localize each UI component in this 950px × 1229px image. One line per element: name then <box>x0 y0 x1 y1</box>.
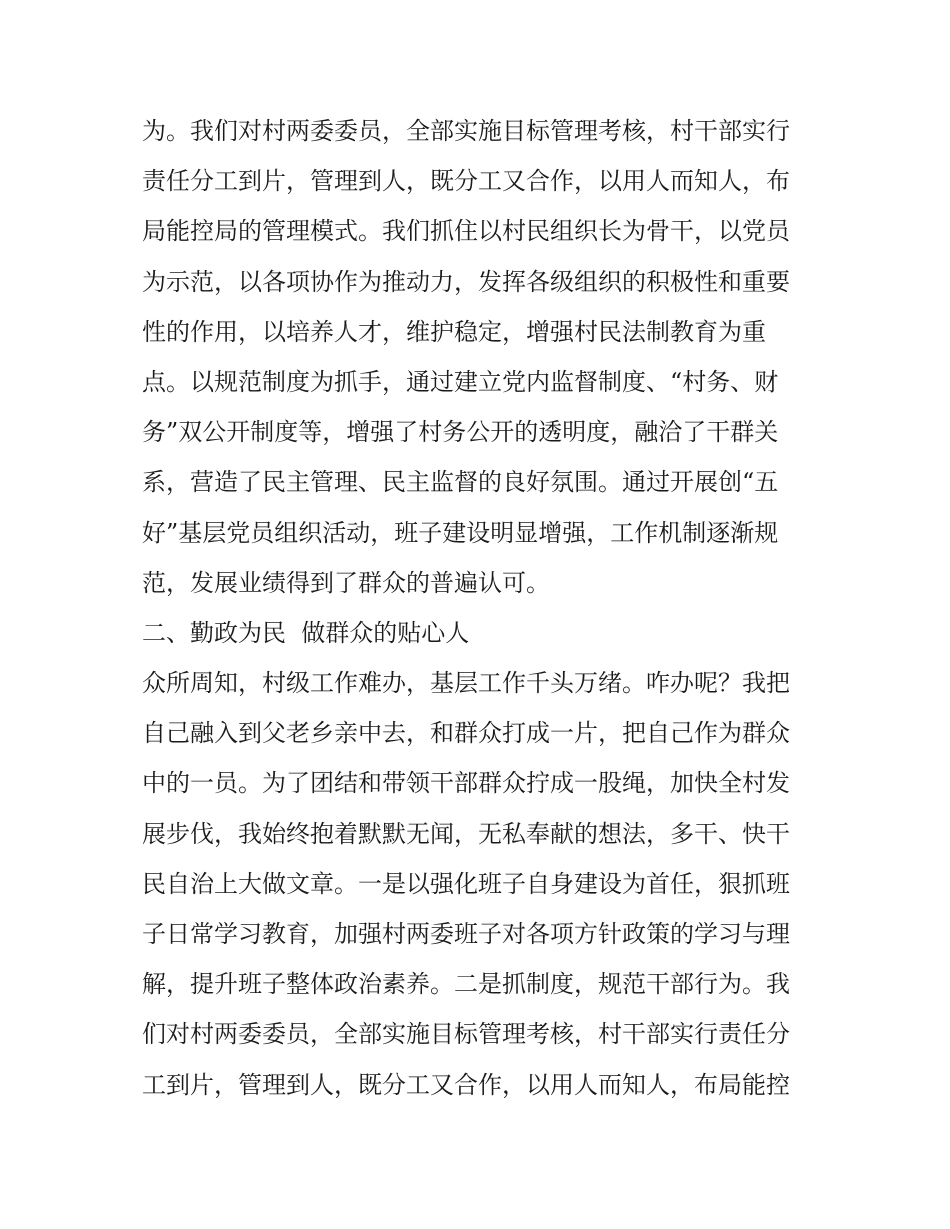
text-line: 责任分工到片，管理到人，既分工又合作，以用人而知人，布 <box>142 167 790 196</box>
text-line: 中的一员。为了团结和带领干部群众拧成一股绳，加快全村发 <box>142 769 790 798</box>
text-line: 好”基层党员组织活动，班子建设明显增强，工作机制逐渐规 <box>142 518 779 547</box>
text-line: 们对村两委委员，全部实施目标管理考核，村干部实行责任分 <box>142 1020 790 1049</box>
text-line: 工到片，管理到人，既分工又合作，以用人而知人，布局能控 <box>142 1070 790 1099</box>
text-line: 民自治上大做文章。一是以强化班子自身建设为首任，狠抓班 <box>142 869 790 898</box>
text-line: 范，发展业绩得到了群众的普遍认可。 <box>142 568 550 597</box>
text-line: 子日常学习教育，加强村两委班子对各项方针政策的学习与理 <box>142 920 790 948</box>
text-line: 为示范，以各项协作为推动力，发挥各级组织的积极性和重要 <box>142 267 790 296</box>
body-text <box>142 106 822 1110</box>
text-line: 局能控局的管理模式。我们抓住以村民组织长为骨干，以党员 <box>142 217 790 246</box>
text-line: 性的作用，以培养人才，维护稳定，增强村民法制教育为重 <box>142 317 766 346</box>
text-line: 自己融入到父老乡亲中去，和群众打成一片，把自己作为群众 <box>142 719 790 748</box>
text-line: 点。以规范制度为抓手，通过建立党内监督制度、“村务、财 <box>142 367 779 396</box>
text-line: 系，营造了民主管理、民主监督的良好氛围。通过开展创“五 <box>142 468 779 497</box>
text-line: 展步伐，我始终抱着默默无闻，无私奉献的想法，多干、快干 <box>142 819 790 848</box>
text-line: 解，提升班子整体政治素养。二是抓制度，规范干部行为。我 <box>142 970 790 999</box>
text-line: 为。我们对村两委委员，全部实施目标管理考核，村干部实行 <box>142 117 790 145</box>
section-heading: 二、勤政为民 做群众的贴心人 <box>142 618 470 647</box>
text-line: 众所周知，村级工作难办，基层工作千头万绪。咋办呢？我把 <box>142 669 790 698</box>
text-line: 务”双公开制度等，增强了村务公开的透明度，融洽了干群关 <box>142 418 779 447</box>
